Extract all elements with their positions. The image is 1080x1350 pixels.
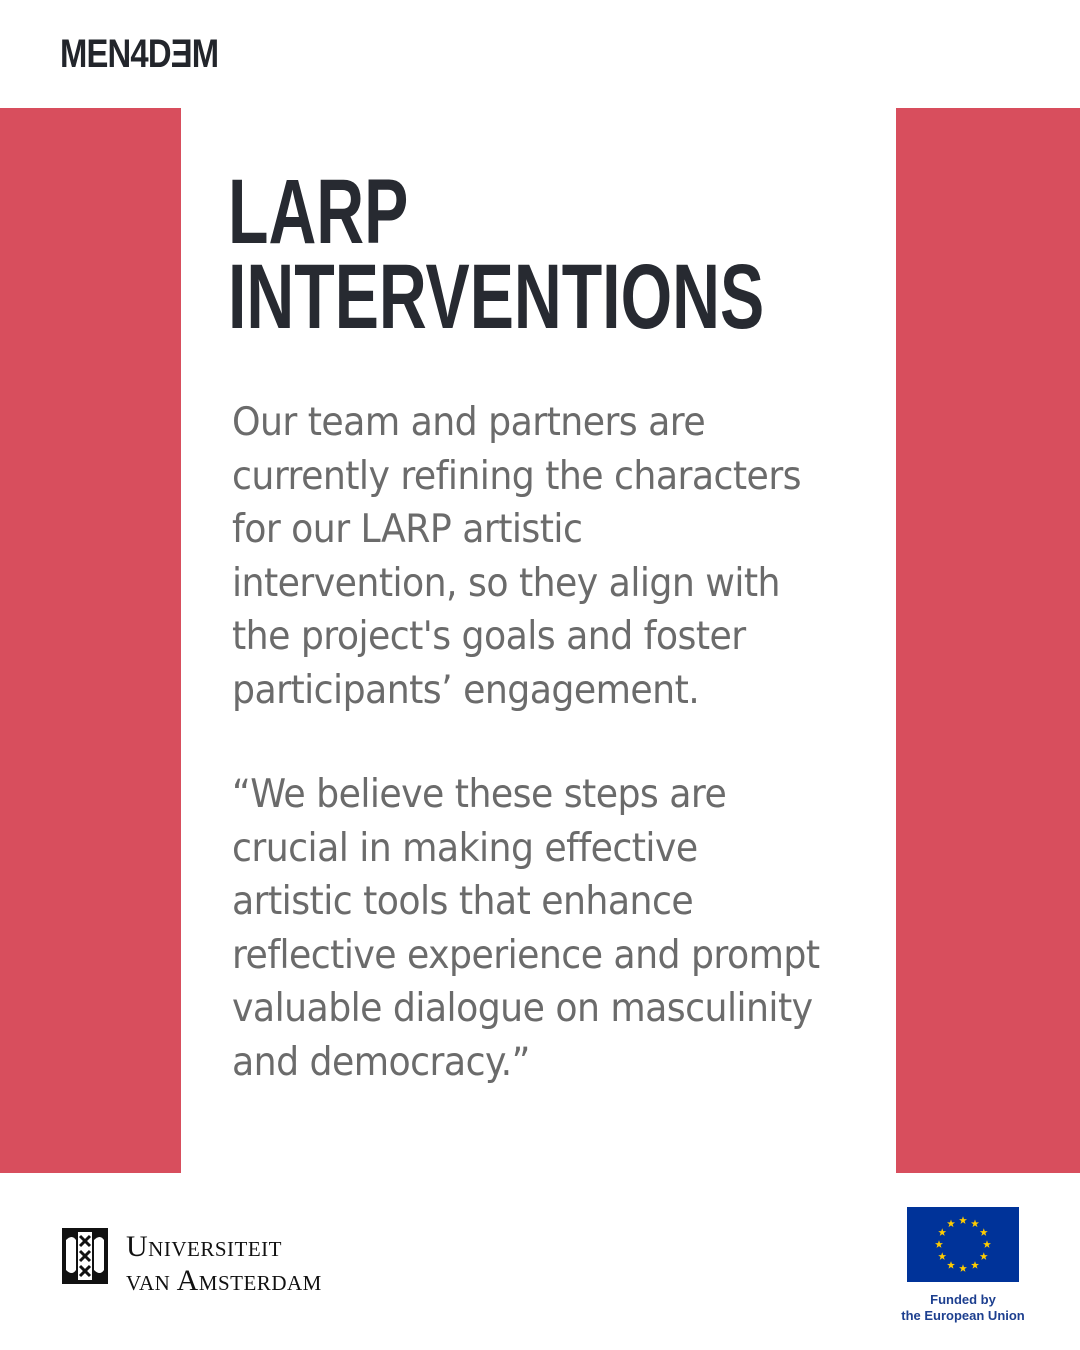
- paragraph-quote: [232, 768, 827, 1089]
- left-accent-band: [0, 108, 181, 1173]
- eu-star-icon: [938, 1228, 946, 1236]
- eu-star-icon: [947, 1220, 955, 1228]
- eu-star-icon: [959, 1264, 967, 1272]
- title-line-2: INTERVENTIONS: [228, 246, 765, 348]
- eu-star-icon: [971, 1220, 979, 1228]
- university-name: [126, 1230, 456, 1298]
- eu-star-icon: [935, 1240, 943, 1248]
- eu-funding-label: [880, 1292, 1046, 1324]
- university-name-line-2: van Amsterdam: [126, 1264, 322, 1297]
- paragraph-line: for our LARP artistic: [232, 507, 583, 552]
- university-name-line-1: Universiteit: [126, 1230, 282, 1263]
- eu-star-icon: [980, 1252, 988, 1260]
- eu-funding-line-1: Funded by: [930, 1292, 996, 1307]
- eu-star-icon: [959, 1216, 967, 1224]
- title-line-1: LARP: [228, 161, 409, 263]
- paragraph-line: reflective experience and prompt: [232, 932, 820, 978]
- paragraph-line: “We believe these steps are: [232, 772, 727, 817]
- eu-star-icon: [983, 1240, 991, 1248]
- uva-crest-icon: [62, 1228, 108, 1284]
- paragraph-line: intervention, so they align with: [232, 560, 780, 606]
- eu-flag-icon: [907, 1207, 1019, 1282]
- eu-funding-line-2: the European Union: [901, 1308, 1025, 1323]
- paragraph-intro: [232, 396, 827, 717]
- paragraph-line: participants’ engagement.: [232, 667, 700, 713]
- eu-star-icon: [947, 1261, 955, 1269]
- paragraph-line: Our team and partners are: [232, 400, 706, 445]
- paragraph-line: valuable dialogue on masculinity: [232, 986, 813, 1031]
- paragraph-line: artistic tools that enhance: [232, 879, 694, 924]
- eu-star-icon: [971, 1261, 979, 1269]
- paragraph-line: and democracy.”: [232, 1039, 530, 1085]
- eu-star-icon: [938, 1252, 946, 1260]
- paragraph-line: the project's goals and foster: [232, 614, 746, 659]
- page-title: [228, 161, 765, 348]
- paragraph-line: crucial in making effective: [232, 825, 698, 871]
- right-accent-band: [896, 108, 1080, 1173]
- eu-star-icon: [980, 1228, 988, 1236]
- paragraph-line: currently refining the characters: [232, 453, 802, 499]
- men4dem-logo: MEN4DƎM: [60, 32, 219, 76]
